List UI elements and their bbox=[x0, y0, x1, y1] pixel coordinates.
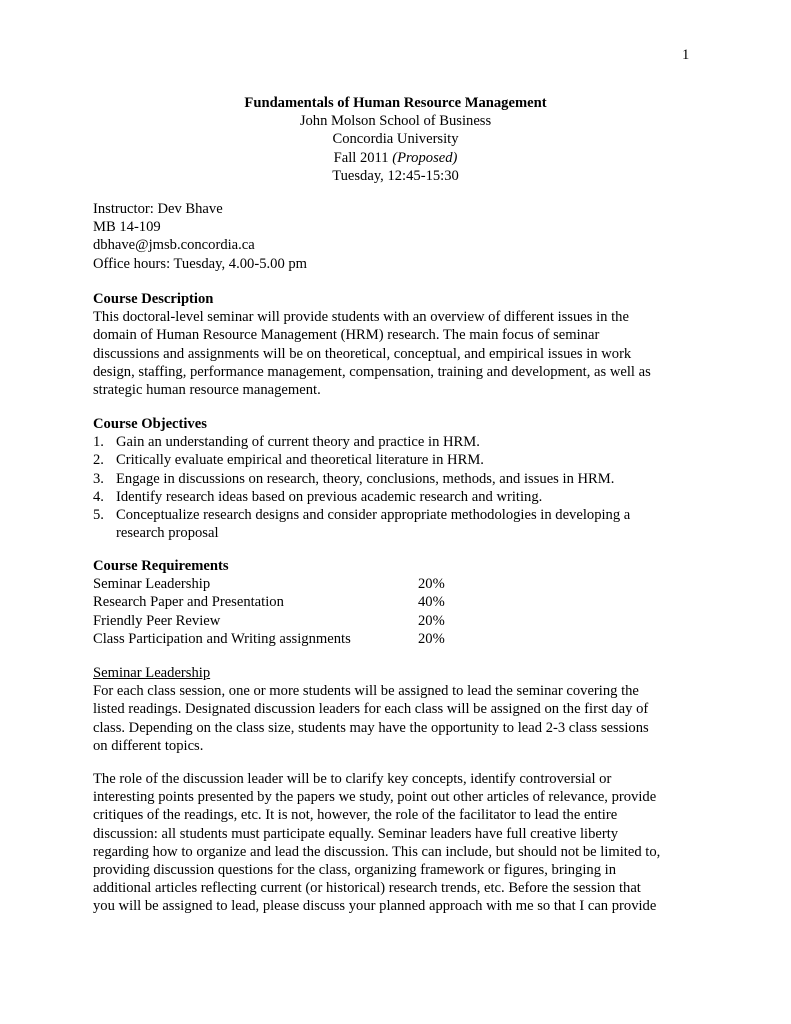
discussion-leader-paragraph bbox=[93, 770, 713, 916]
paragraph-line: on different topics. bbox=[93, 737, 204, 754]
university-name: Concordia University bbox=[332, 131, 459, 148]
paragraph-line: design, staffing, performance management, compensation, training and development, as well as bbox=[93, 363, 651, 380]
course-header bbox=[0, 94, 791, 185]
paragraph-line: This doctoral-level seminar will provide students with an overview of different issues in the bbox=[93, 309, 629, 326]
objective-text: Engage in discussions on research, theory, conclusions, methods, and issues in HRM. bbox=[116, 470, 615, 487]
requirement-weight: 20% bbox=[418, 576, 445, 593]
paragraph-line: listed readings. Designated discussion leaders for each class will be assigned on the first day of bbox=[93, 701, 649, 718]
office-hours: Office hours: Tuesday, 4.00-5.00 pm bbox=[93, 255, 308, 272]
instructor-info bbox=[93, 200, 713, 273]
objective-item bbox=[93, 470, 713, 488]
objective-text: research proposal bbox=[116, 525, 219, 542]
course-title: Fundamentals of Human Resource Management bbox=[244, 95, 547, 111]
paragraph-line: strategic human resource management. bbox=[93, 382, 321, 399]
paragraph-line: For each class session, one or more students will be assigned to lead the seminar covering the bbox=[93, 683, 639, 700]
objective-item bbox=[93, 506, 713, 542]
course-objectives-heading: Course Objectives bbox=[93, 416, 207, 432]
paragraph-line: class. Depending on the class size, students may have the opportunity to lead 2-3 class sessions bbox=[93, 719, 649, 736]
requirement-label: Class Participation and Writing assignments bbox=[93, 630, 351, 647]
requirement-row bbox=[93, 612, 713, 630]
course-description-section bbox=[93, 290, 713, 399]
objective-number: 5. bbox=[93, 507, 104, 524]
paragraph-line: discussion: all students must participate equally. Seminar leaders have full creative liberty bbox=[93, 825, 619, 842]
requirement-weight: 20% bbox=[418, 630, 445, 647]
requirement-label: Friendly Peer Review bbox=[93, 612, 221, 629]
term-line bbox=[0, 149, 791, 167]
course-description-heading: Course Description bbox=[93, 291, 214, 307]
paragraph-line: interesting points presented by the papers we study, point out other articles of relevance, provide bbox=[93, 789, 657, 806]
objective-number: 1. bbox=[93, 434, 104, 451]
objective-text: Gain an understanding of current theory and practice in HRM. bbox=[116, 434, 480, 451]
requirement-label: Seminar Leadership bbox=[93, 576, 211, 593]
course-requirements-section bbox=[93, 557, 713, 648]
paragraph-line: The role of the discussion leader will be to clarify key concepts, identify controversial or bbox=[93, 771, 612, 787]
objective-text: Critically evaluate empirical and theoretical literature in HRM. bbox=[116, 452, 484, 469]
objective-item bbox=[93, 433, 713, 451]
objective-text: Conceptualize research designs and consider appropriate methodologies in developing a bbox=[116, 507, 631, 524]
paragraph-line: providing discussion questions for the class, organizing framework or figures, bringing in bbox=[93, 862, 616, 879]
requirement-weight: 20% bbox=[418, 612, 445, 629]
course-requirements-heading: Course Requirements bbox=[93, 558, 229, 574]
requirement-row bbox=[93, 575, 713, 593]
term: Fall 2011 bbox=[333, 149, 389, 166]
paragraph-line: critiques of the readings, etc. It is not, however, the role of the facilitator to lead the entire bbox=[93, 807, 618, 824]
school-name: John Molson School of Business bbox=[299, 113, 492, 130]
seminar-leadership-section bbox=[93, 664, 713, 755]
requirement-weight: 40% bbox=[418, 594, 445, 611]
paragraph-line: additional articles reflecting current (or historical) research trends, etc. Before the session that bbox=[93, 880, 641, 897]
requirement-label: Research Paper and Presentation bbox=[93, 594, 284, 611]
objective-text: Identify research ideas based on previous academic research and writing. bbox=[116, 488, 543, 505]
instructor-email: dbhave@jmsb.concordia.ca bbox=[93, 237, 255, 254]
objective-number: 4. bbox=[93, 488, 104, 505]
objective-number: 2. bbox=[93, 452, 104, 469]
course-objectives-section bbox=[93, 415, 713, 542]
schedule: Tuesday, 12:45-15:30 bbox=[332, 167, 459, 184]
objective-item bbox=[93, 451, 713, 469]
paragraph-line: domain of Human Resource Management (HRM) research. The main focus of seminar bbox=[93, 327, 600, 344]
page-number: 1 bbox=[682, 47, 690, 63]
instructor-office: MB 14-109 bbox=[93, 219, 161, 236]
paragraph-line: discussions and assignments will be on theoretical, conceptual, and empirical issues in work bbox=[93, 345, 632, 362]
objective-item bbox=[93, 488, 713, 506]
paragraph-line: you will be assigned to lead, please discuss your planned approach with me so that I can provide bbox=[93, 898, 657, 915]
seminar-leadership-heading: Seminar Leadership bbox=[93, 665, 211, 681]
requirement-row bbox=[93, 593, 713, 611]
instructor-name: Instructor: Dev Bhave bbox=[93, 201, 223, 217]
paragraph-line: regarding how to organize and lead the discussion. This can include, but should not be limited to, bbox=[93, 843, 661, 860]
requirement-row bbox=[93, 630, 713, 648]
term-status: (Proposed) bbox=[392, 149, 458, 166]
objective-number: 3. bbox=[93, 470, 104, 487]
